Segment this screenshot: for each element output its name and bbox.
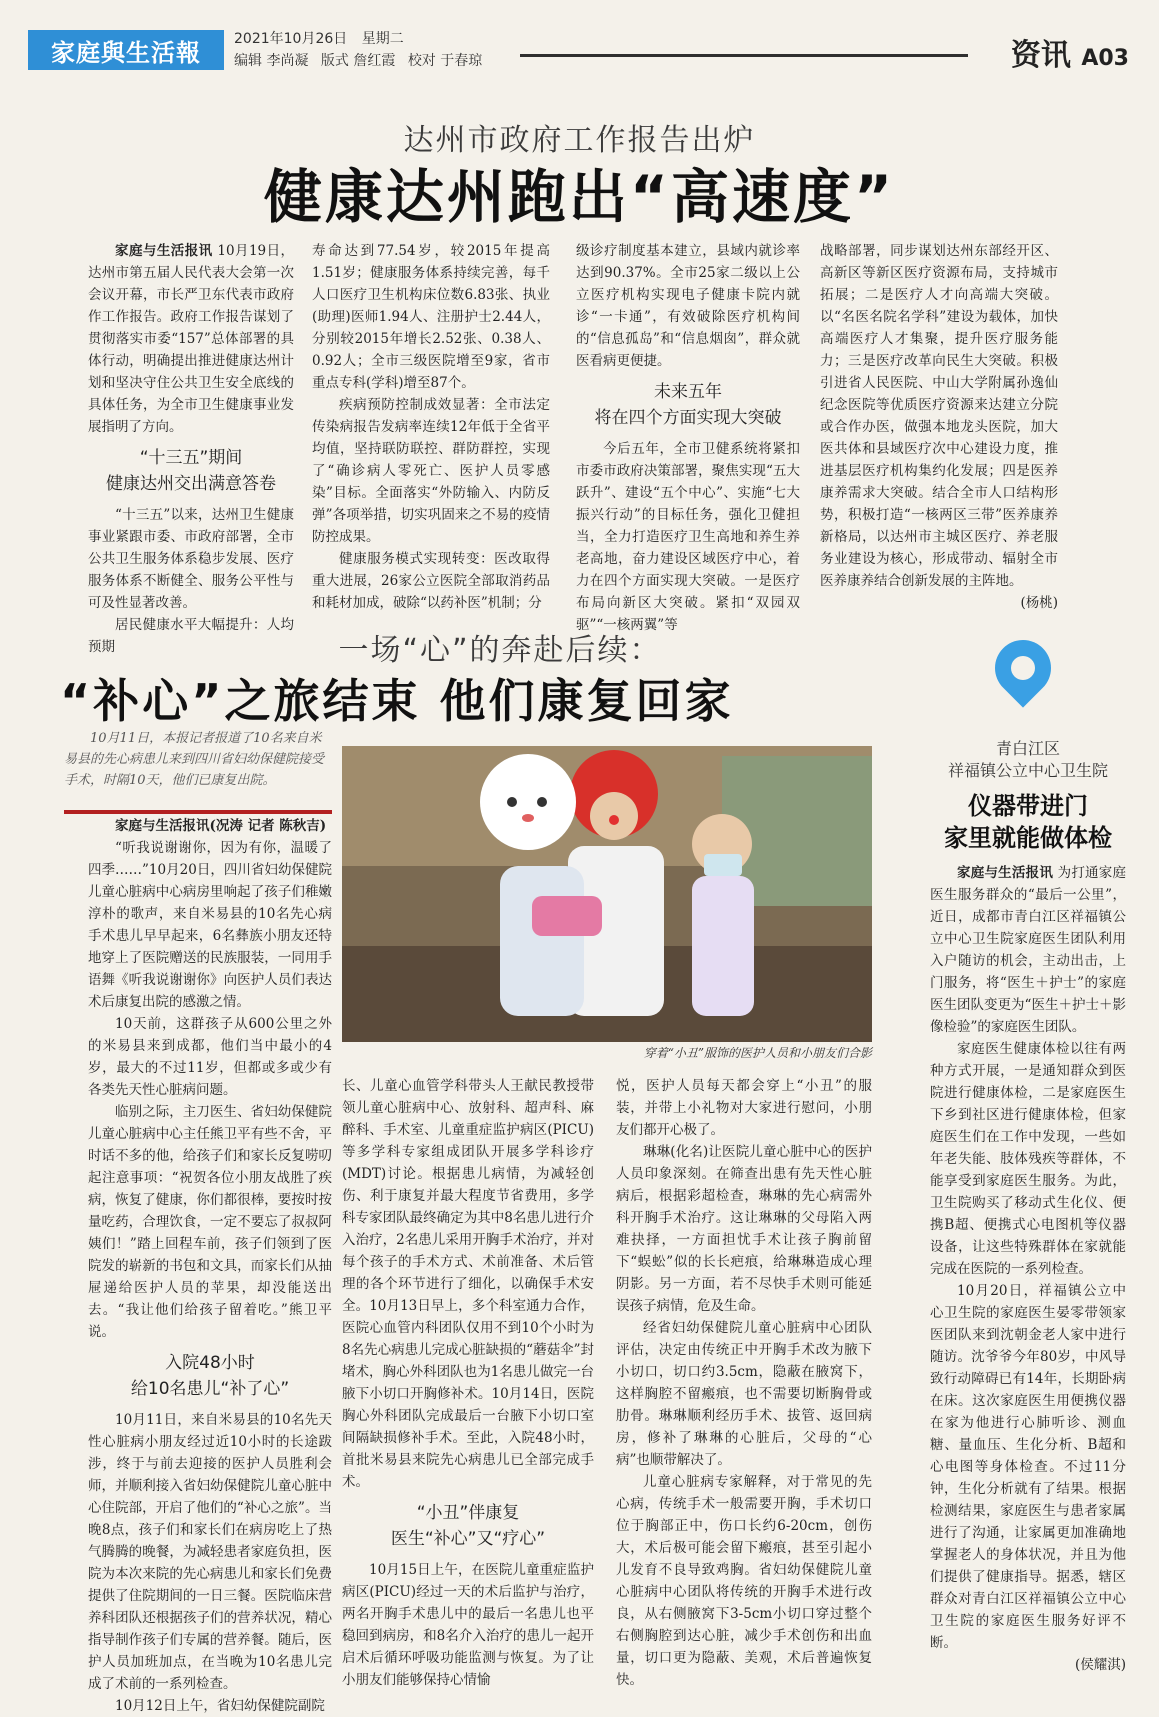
story1-column-1 [88,240,294,658]
story1-column-2 [312,240,550,614]
story2-subhead: 医生“补心”又“疗心” [390,1529,546,1549]
issue-date: 2021年10月26日 [234,31,348,47]
sidebar-headline: 仪器带进门 [968,792,1088,820]
issue-date-line [234,28,404,48]
story1-column-3 [576,240,800,636]
story1-headline: 健康达州跑出“高速度” [263,163,896,231]
editor-credit: 编辑 李尚凝 [234,53,309,69]
sidebar-paragraph: 为打通家庭医生服务群众的“最后一公里”，近日，成都市青白江区祥福镇公立中心卫生院家庭医生团队利用入户随访的机会，主动出击，上门服务，将“医生＋护士”的家庭医生团队变更为“医生＋护士＋影像检验”的家庭医生团队。 [930,865,1127,1035]
story2-subhead: 给10名患儿“补了心” [130,1379,290,1399]
sidebar-paragraph: 家庭医生健康体检以往有两种方式开展，一是通知群众到医院进行健康体检，二是家庭医生下乡到社区进行健康体检，但家庭医生们在工作中发现，一些如年老失能、肢体残疾等群体，不能享受到家庭医生服务。为此，卫生院购买了移动式生化仪、便携B超、便携式心电图机等仪器设备，让这些特殊群体在家就能完成在医院的一系列检查。 [930,1041,1126,1277]
sidebar-kicker: 青白江区 [995,739,1060,758]
sidebar-kicker: 祥福镇公立中心卫生院 [947,761,1108,780]
editor-credits [234,50,482,70]
story2-headline: “补心”之旅结束 他们康复回家 [60,674,734,728]
sidebar-headline: 家里就能做体检 [944,824,1112,852]
story2-paragraph: 长、儿童心血管学科带头人王献民教授带领儿童心脏病中心、放射科、超声科、麻醉科、手术室、儿童重症监护病区(PICU)等多学科专家组成团队开展多学科诊疗(MDT)讨论。根据患儿病情，为减轻创伤、利于康复并最大程度节省费用，多学科专家团队最终确定为其中8名患儿进行介入治疗，2名患儿采用开胸手术治疗，并对每个孩子的手术方式、术前准备、术后管理的各个环节进行了细化，以确保手术安全。10月13日早上，多个科室通力合作，医院心血管内科团队仅用不到10个小时为8名先心病患儿完成心脏缺损的“蘑菇伞”封堵术，胸心外科团队也为1名患儿做完一台腋下小切口开胸修补术。10月14日，医院胸心外科团队完成最后一台腋下小切口室间隔缺损修补手术。至此，入院48小时，首批米易县来院先心病患儿已全部完成手术。 [342,1078,594,1490]
sidebar-column [930,862,1126,1676]
story2-paragraph: 经省妇幼保健院儿童心脏病中心团队评估，决定由传统正中开胸手术改为腋下小切口，切口约3.5cm，隐蔽在腋窝下，这样胸腔不留瘢痕，也不需要切断胸骨或肋骨。琳琳顺利经历手术、拔管、返回病房，修补了琳琳的心脏后，父母的“心病”也顺带解决了。 [616,1320,872,1468]
newspaper-logo: 家庭與生活報 [28,30,224,70]
story1-paragraph: 级诊疗制度基本建立，县域内就诊率达到90.37%。全市25家二级以上公立医疗机构实现电子健康卡院内就诊“一卡通”，有效破除医疗机构间的“信息孤岛”和“信息烟囱”，群众就医看病更便捷。 [576,243,800,369]
story1-kicker: 达州市政府工作报告出炉 [403,123,756,158]
photo-illustration [342,746,872,1042]
issue-weekday: 星期二 [361,31,404,47]
story1-subhead: 将在四个方面实现大突破 [594,408,782,428]
story1-subhead: “十三五”期间 [139,448,243,468]
story1-paragraph: 健康服务模式实现转变：医改取得重大进展，26家公立医院全部取消药品和耗材加成，破除“以药补医”机制；分 [312,551,550,611]
story2-paragraph: 10月12日上午，省妇幼保健院副院 [115,1698,325,1714]
story1-subhead: 未来五年 [654,382,722,402]
sidebar-byline: (侯耀淇) [1074,1657,1126,1673]
location-pin-center [1011,656,1035,680]
sidebar-lead: 家庭与生活报讯 [957,865,1054,881]
story2-kicker: 一场“心”的奔赴后续： [338,633,662,668]
story2-paragraph: 儿童心脏病专家解释，对于常见的先心病，传统手术一般需要开胸，手术切口位于胸部正中，伤口长约6-20cm，创伤大，术后极可能会留下瘢痕，甚至引起小儿发育不良导致鸡胸。省妇幼保健院儿童心脏病中心团队将传统的开胸手术进行改良，从右侧腋窝下3-5cm小切口穿过整个右侧胸腔到达心脏，减少手术创伤和出血量，切口更为隐蔽、美观，术后普遍恢复快。 [616,1474,872,1688]
story2-paragraph: 10月11日，来自米易县的10名先天性心脏病小朋友经过近10小时的长途跋涉，终于与前去迎接的医护人员胜利会师，并顺利接入省妇幼保健院儿童心脏中心住院部，开启了他们的“补心之旅”。当晚8点，孩子们和家长们在病房吃上了热气腾腾的晚餐，为减轻患者家庭负担，医院为本次来院的先心病患儿和家长们免费提供了住院期间的一日三餐。医院临床营养科团队还根据孩子们的营养状况，精心指导制作孩子们专属的营养餐。随后，医护人员加班加点，在当晚为10名患儿完成了术前的一系列检查。 [88,1412,332,1692]
story1-paragraph: 今后五年，全市卫健系统将紧扣市委市政府决策部署，聚焦实现“五大跃升”、建设“五个中心”、实施“七大振兴行动”的目标任务，强化卫健担当，全力打造医疗卫生高地和养生养老高地，奋力建设区域医疗中心，着力在四个方面实现大突破。一是医疗布局向新区大突破。紧扣“双园双驱”“一核两翼”等 [576,441,800,633]
proofread-credit: 校对 于春琼 [407,53,483,69]
layout-credit: 版式 詹红霞 [320,53,396,69]
page-number: A03 [1081,46,1129,71]
story2-paragraph: 10月15日上午，在医院儿童重症监护病区(PICU)经过一天的术后监护与治疗，两名开胸手术患儿中的最后一名患儿也平稳回到病房，和8名介入治疗的患儿一起开启术后循环呼吸功能监测与恢复。为了让小朋友们能够保持心情愉 [342,1562,594,1688]
story2-subhead: 入院48小时 [165,1353,255,1373]
story2-column-3 [616,1075,872,1691]
photo-caption: 穿着“小丑”服饰的医护人员和小朋友们合影 [643,1046,872,1060]
story2-column-1 [88,815,332,1717]
story2-paragraph: “听我说谢谢你，因为有你，温暖了四季……”10月20日，四川省妇幼保健院儿童心脏病中心病房里响起了孩子们稚嫩淳朴的歌声，来自米易县的10名先心病手术患儿早早起来，6名彝族小朋友还特地穿上了医院赠送的民族服装，一同用手语舞《听我说谢谢你》向医护人员们表达术后康复出院的感激之情。 [88,840,332,1010]
sidebar-paragraph: 10月20日，祥福镇公立中心卫生院的家庭医生晏零带领家医团队来到沈朝金老人家中进行随访。沈爷爷今年80岁，中风导致行动障碍已有14年，长期卧病在床。这次家庭医生用便携仪器在家为他进行心肺听诊、测血糖、量血压、生化分析、B超和心电图等身体检查。不过11分钟，生化分析就有了结果。根据检测结果，家庭医生与患者家属进行了沟通，让家属更加准确地掌握老人的身体状况，并且为他们提供了健康指导。据悉，辖区群众对青白江区祥福镇公立中心卫生院的家庭医生服务好评不断。 [930,1283,1126,1651]
section-name: 资讯 [1010,38,1071,73]
story2-paragraph: 10天前，这群孩子从600公里之外的米易县来到成都，他们当中最小的4岁，最大的不过11岁，但都或多或少有各类先天性心脏病问题。 [88,1016,332,1098]
story2-lead: 家庭与生活报讯(况涛 记者 陈秋吉) [115,818,327,834]
story2-paragraph: 琳琳(化名)让医院儿童心脏中心的医护人员印象深刻。在筛查出患有先天性心脏病后，根据彩超检查，琳琳的先心病需外科开胸手术治疗。这让琳琳的父母陷入两难抉择，一方面担忧手术让孩子胸前留下“蜈蚣”似的长长疤痕，给琳琳造成心理阴影。另一方面，若不尽快手术则可能延误孩子病情，危及生命。 [616,1144,872,1314]
story1-paragraph: 战略部署，同步谋划达州东部经开区、高新区等新区医疗资源布局，支持城市拓展；二是医疗人才向高端大突破。以“名医名院名学科”建设为载体，加快高端医疗人才集聚，提升医疗服务能力；三是医疗改革向民生大突破。积极引进省人民医院、中山大学附属孙逸仙纪念医院等优质医疗资源来达建立分院或合作办医，做强本地龙头医院，加大医共体和县域医疗次中心建设力度，推进基层医疗机构集约化发展；四是医养康养需求大突破。结合全市人口结构形势，积极打造“一核两区三带”医养康养新格局，以达州市主城区医疗、养老服务业建设为核心，形成带动、辐射全市医养康养结合创新发展的主阵地。 [820,243,1058,589]
section-tag [1011,30,1129,74]
story1-lead: 家庭与生活报讯 [115,243,213,259]
story1-subhead: 健康达州交出满意答卷 [106,474,276,494]
story2-summary: 10月11日，本报记者报道了10名来自米易县的先心病患儿来到四川省妇幼保健院接受手术，时隔10天，他们已康复出院。 [64,731,325,788]
story2-paragraph: 悦，医护人员每天都会穿上“小丑”的服装，并带上小礼物对大家进行慰问，小朋友们都开心极了。 [616,1078,872,1138]
story1-paragraph: 居民健康水平大幅提升：人均预期 [88,617,294,655]
story1-paragraph: 10月19日，达州市第五届人民代表大会第一次会议开幕，市长严卫东代表市政府作工作报告。政府工作报告谋划了贯彻落实市委“157”总体部署的具体行动，明确提出推进健康达州计划和坚决守住公共卫生安全底线的具体任务，为全市卫生健康事业发展指明了方向。 [88,243,295,435]
story2-subhead: “小丑”伴康复 [416,1503,520,1523]
story2-paragraph: 临别之际，主刀医生、省妇幼保健院儿童心脏病中心主任熊卫平有些不舍，平时话不多的他，给孩子们和家长反复唠叨起注意事项：“祝贺各位小朋友战胜了疾病，恢复了健康，你们都很棒，要按时按量吃药，合理饮食，一定不要忘了叔叔阿姨们！”踏上回程车前，孩子们领到了医院发的崭新的书包和文具，而家长们从抽屉递给医护人员的苹果，却没能送出去。“我让他们给孩子留着吃。”熊卫平说。 [88,1104,332,1340]
story1-paragraph: “十三五”以来，达州卫生健康事业紧跟市委、市政府部署，全市公共卫生服务体系稳步发展、医疗服务体系不断健全、服务公平性与可及性显著改善。 [88,507,294,611]
story2-photo [342,746,872,1042]
header-rule [520,54,968,57]
story1-byline: (杨桃) [1020,595,1058,611]
story1-paragraph: 疾病预防控制成效显著：全市法定传染病报告发病率连续12年低于全省平均值，坚持联防联控、群防群控，实现了“确诊病人零死亡、医护人员零感染”目标。全面落实“外防输入、内防反弹”各项举措，切实巩固来之不易的疫情防控成果。 [312,397,550,545]
summary-rule [64,810,332,814]
story2-column-2 [342,1075,594,1691]
story1-column-4 [820,240,1058,614]
story1-paragraph: 寿命达到77.54岁，较2015年提高1.51岁；健康服务体系持续完善，每千人口医疗卫生机构床位数6.83张、执业(助理)医师1.94人、注册护士2.44人，分别较2015年增长2.52张、0.38人、0.92人；全市三级医院增至9家，省市重点专科(学科)增至87个。 [312,243,550,391]
